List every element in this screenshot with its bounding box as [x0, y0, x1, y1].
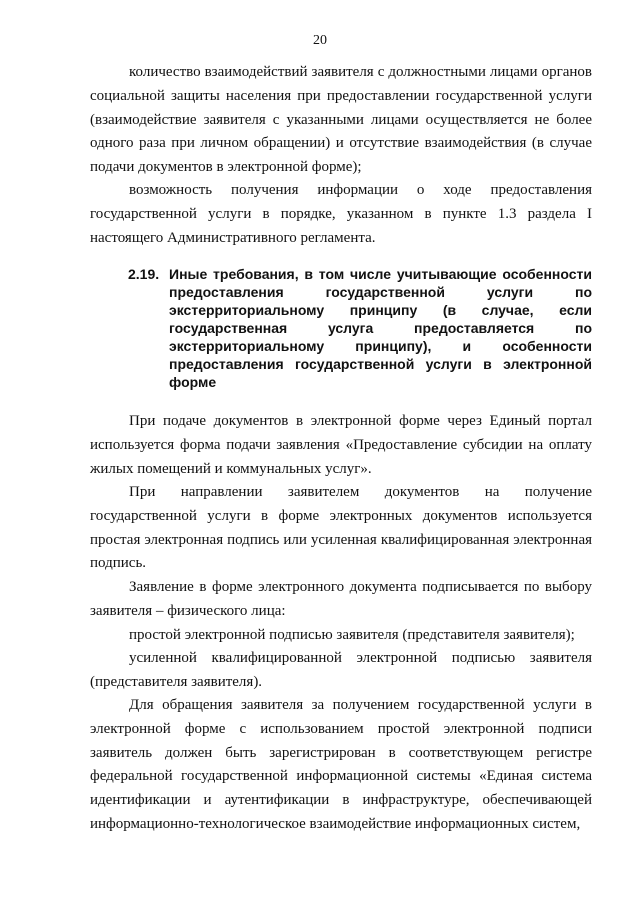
paragraph-progress-info: возможность получения информации о ходе предоставления государственной услуги в порядке, указанном в пункте 1.3 раздела I настоящего Административного регламента. [90, 182, 592, 246]
list-item-simple-signature: простой электронной подписью заявителя (представителя заявителя); [129, 627, 575, 643]
section-number: 2.19. [128, 266, 160, 282]
list-item-qualified-signature: усиленной квалифицированной электронной подписью заявителя (представителя заявителя). [90, 650, 592, 690]
paragraph-interaction-count: количество взаимодействий заявителя с должностными лицами органов социальной защиты населения при предоставлении государственной услуги (взаимодействие заявителя с указанными лицами осуществляется не более одного раза при личном обращении) и отсутствие взаимодействия (в случае подачи документов в электронной форме); [90, 64, 592, 176]
section-title: Иные требования, в том числе учитывающие особенности предоставления государственной услуги по экстерриториальному принципу (в случае, если государственная услуга предоставляется по экстерриториальному принципу), и особенности предоставления государственной услуги в электронной форме [169, 266, 592, 390]
paragraph-registration-requirement: Для обращения заявителя за получением государственной услуги в электронной форме с использованием простой электронной подписи заявитель должен быть зарегистрирован в соответствующем регистре федеральной государственной информационной системы «Единая система идентификации и аутентификации в инфраструктуре, обеспечивающей информационно-технологическое взаимодействие информационных систем, [90, 697, 592, 832]
paragraph-portal-form: При подаче документов в электронной форме через Единый портал используется форма подачи заявления «Предоставление субсидии на оплату жилых помещений и коммунальных услуг». [90, 413, 592, 477]
section-heading [128, 265, 592, 391]
paragraph-signing-choice: Заявление в форме электронного документа подписывается по выбору заявителя – физического лица: [90, 579, 592, 619]
page-number: 20 [313, 33, 327, 48]
paragraph-signature-types: При направлении заявителем документов на получение государственной услуги в форме электронных документов используется простая электронная подпись или усиленная квалифицированная электронная подпись. [90, 484, 592, 572]
